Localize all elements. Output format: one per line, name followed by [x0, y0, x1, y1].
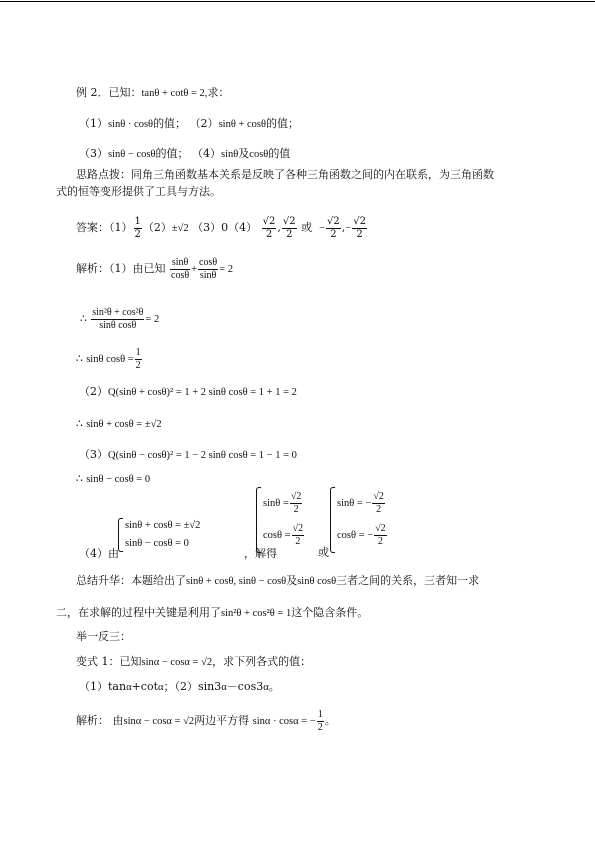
ans-frac-1	[262, 216, 277, 241]
sol-frac-den: 2	[317, 721, 323, 733]
sol-expr: sinα − cosα = √2	[123, 716, 195, 727]
q2-number: （2）	[189, 117, 219, 130]
sol-frac-num: 1	[317, 708, 323, 720]
solve-text: ，解得	[244, 547, 277, 560]
brace-given	[118, 518, 123, 552]
eq3-den: 2	[135, 359, 141, 371]
ans-comma-1: ,	[277, 221, 281, 234]
solution-negative	[330, 487, 410, 553]
neg-sin-frac	[372, 491, 385, 516]
eq2-num: sin²θ + cos²θ	[92, 306, 144, 318]
q4-expression-a: sinθ	[220, 149, 239, 160]
analysis-line-5	[76, 417, 162, 431]
pos-cos-frac	[292, 523, 305, 548]
eq1-rhs: = 2	[219, 264, 233, 275]
summary-line-1	[76, 574, 479, 588]
analysis-part2: （2）	[79, 385, 108, 398]
q1-tail: 的值；	[153, 117, 187, 130]
ask-text: 求：	[207, 86, 230, 99]
sol-from: 由	[112, 714, 124, 727]
q1-expression: sinθ · cosθ	[108, 119, 154, 130]
given-equation: tanθ + cotθ = 2,	[141, 88, 208, 99]
vq2-b: －cos3	[226, 680, 264, 693]
ans-frac-2	[282, 216, 297, 241]
answer-part4: （4）	[228, 221, 258, 234]
eq7: sinθ − cosθ = 0	[86, 474, 151, 485]
half-fraction	[134, 216, 142, 241]
ans-minus-2: −	[345, 223, 352, 234]
therefore-4: ∴	[76, 474, 83, 485]
ans-or: 或	[301, 221, 313, 234]
vq1-alpha-1: α	[126, 682, 132, 693]
analysis-line-1	[76, 254, 233, 284]
vq2-c: 。	[268, 680, 280, 693]
ans-frac-3-num: √2	[327, 215, 340, 227]
neg-cos-frac	[374, 523, 387, 548]
question-line-1	[79, 117, 299, 131]
vq2-alpha-2: α	[263, 682, 269, 693]
answer-part3: （3）0	[192, 221, 229, 234]
neg-cos-num: √2	[375, 523, 386, 534]
ans-comma-2: ,	[341, 221, 346, 234]
variant-1-expr: sinα − cosα = √2	[141, 657, 213, 668]
practice-title: 举一反三：	[76, 630, 131, 643]
summary-exprs: sinθ + cosθ, sinθ − cosθ	[186, 576, 287, 587]
analysis-line-3	[76, 344, 143, 374]
brace-negative	[330, 487, 335, 553]
eq3-lhs: sinθ cosθ =	[86, 354, 134, 365]
variant-1-questions	[79, 680, 280, 694]
answer-label: 答案：	[76, 221, 109, 234]
answer-part1: （1）	[109, 221, 133, 234]
solution-or: 或	[318, 546, 329, 559]
system-row-1: sinθ + cosθ = ±√2	[125, 520, 201, 531]
sol-label: 解析：	[76, 714, 109, 727]
eq1-b-num: cosθ	[199, 256, 218, 268]
q4-expression-b: cosθ	[249, 149, 269, 160]
vq1-alpha-2: α	[158, 682, 164, 693]
variant-1	[76, 655, 311, 669]
analysis-line-6	[79, 448, 297, 462]
eq3-num: 1	[135, 346, 141, 358]
summary-line2-b: 这个隐含条件。	[291, 606, 369, 619]
ans-frac-1-num: √2	[262, 215, 276, 227]
variant-1-ask: ，求下列各式的值：	[212, 655, 312, 668]
ans-frac-4-den: 2	[356, 228, 363, 240]
example-label: 例 2．已知：	[76, 86, 142, 99]
q2-tail: 的值；	[266, 117, 300, 130]
summary-and: 及	[286, 574, 298, 587]
eq6: Q(sinθ − cosθ)² = 1 − 2 sinθ cosθ = 1 − 1 = 0	[108, 450, 297, 461]
analysis-line-7	[76, 472, 150, 486]
pos-sin-den: 2	[293, 504, 299, 515]
half-den: 2	[134, 228, 141, 240]
ans-frac-4	[352, 216, 367, 241]
solution-positive	[256, 487, 326, 553]
eq2-den: sinθ cosθ	[99, 319, 137, 331]
question-line-2	[79, 147, 290, 161]
neg-cos-lhs: cosθ = −	[337, 529, 374, 541]
half-num: 1	[134, 215, 141, 227]
q4-number: （4）	[191, 147, 221, 160]
summary-label: 总结升华：本题给出了	[76, 574, 186, 587]
eq1-a-num: sinθ	[171, 256, 189, 268]
answer-part2: （2）	[142, 221, 172, 234]
eq1-b-den: sinθ	[199, 269, 217, 281]
vq1-a: （1）tan	[79, 680, 127, 693]
ans-frac-4-num: √2	[353, 215, 366, 227]
eq3-frac	[135, 347, 142, 372]
q1-number: （1）	[79, 117, 108, 130]
pos-sin-lhs: sinθ =	[263, 497, 289, 509]
therefore-1: ∴	[80, 314, 87, 325]
q3-tail: 的值；	[155, 147, 189, 160]
system-row-2: sinθ − cosθ = 0	[125, 538, 189, 549]
ans-frac-2-den: 2	[286, 228, 293, 240]
vq1-c: ；（2）sin3	[163, 680, 222, 693]
brace-positive	[256, 487, 261, 553]
q3-number: （3）	[79, 147, 108, 160]
hint-line-1: 思路点拨：同角三角函数基本关系是反映了各种三角函数之间的内在联系，为三角函数	[76, 168, 494, 181]
eq2-frac	[91, 307, 144, 332]
analysis-label: 解析：	[76, 262, 109, 275]
neg-sin-lhs: sinθ = −	[337, 497, 372, 509]
vq1-b: +cot	[131, 680, 158, 693]
variant-1-label: 变式 1：已知	[76, 655, 142, 668]
ans-frac-1-den: 2	[265, 228, 273, 240]
analysis-part4: （4）由	[79, 547, 119, 560]
therefore-3: ∴	[76, 419, 83, 430]
example-title	[76, 86, 229, 100]
pos-cos-num: √2	[292, 523, 304, 534]
sol-end: 。	[324, 714, 336, 727]
pos-cos-den: 2	[295, 536, 301, 547]
analysis-line-4	[79, 385, 297, 399]
sol-square: 两边平方得	[194, 714, 250, 727]
sol-frac	[317, 709, 324, 734]
pos-sin-num: √2	[290, 491, 302, 502]
q4-tail: 的值	[268, 147, 291, 160]
ans-minus-1: −	[319, 223, 326, 234]
q4-and: 及	[238, 147, 250, 160]
therefore-2: ∴	[76, 354, 83, 365]
top-rule	[0, 1, 595, 2]
analysis-line-2	[80, 304, 159, 334]
pos-sin-frac	[290, 491, 303, 516]
variant-1-solution	[76, 706, 336, 736]
vq2-alpha-1: α	[221, 682, 227, 693]
analysis-part1: （1）由已知	[109, 262, 166, 275]
summary-expr3: sinθ cosθ	[297, 576, 337, 587]
summary-tail: 三者之间的关系，三者知一求	[336, 574, 480, 587]
eq4: Q(sinθ + cosθ)² = 1 + 2 sinθ cosθ = 1 + 1 = 2	[108, 387, 297, 398]
sol-result: sinα · cosα = −	[252, 716, 316, 727]
eq1-plus: +	[191, 264, 198, 275]
ans-frac-2-num: √2	[282, 215, 296, 227]
eq2-rhs: = 2	[145, 314, 160, 325]
answer-line	[76, 206, 368, 250]
eq1-frac-a	[170, 257, 190, 282]
neg-sin-num: √2	[373, 491, 384, 502]
eq5: sinθ + cosθ = ±√2	[86, 419, 162, 430]
answer-pm-sqrt2: ±√2	[171, 223, 189, 234]
ans-frac-3	[326, 216, 341, 241]
neg-sin-den: 2	[376, 504, 382, 515]
eq1-a-den: cosθ	[171, 269, 190, 281]
summary-line2-a: 二，在求解的过程中关键是利用了	[56, 606, 221, 619]
q3-expression: sinθ − cosθ	[108, 149, 156, 160]
pos-cos-lhs: cosθ =	[263, 529, 291, 541]
eq1-frac-b	[198, 257, 218, 282]
q2-expression: sinθ + cosθ	[218, 119, 267, 130]
system-given	[118, 518, 238, 552]
hint-line-2: 式的恒等变形提供了工具与方法。	[56, 185, 221, 198]
neg-cos-den: 2	[377, 536, 383, 547]
summary-line-2	[56, 606, 368, 620]
analysis-part3: （3）	[79, 448, 108, 461]
ans-frac-3-den: 2	[330, 228, 337, 240]
summary-identity: sin²θ + cos²θ = 1	[221, 608, 292, 619]
